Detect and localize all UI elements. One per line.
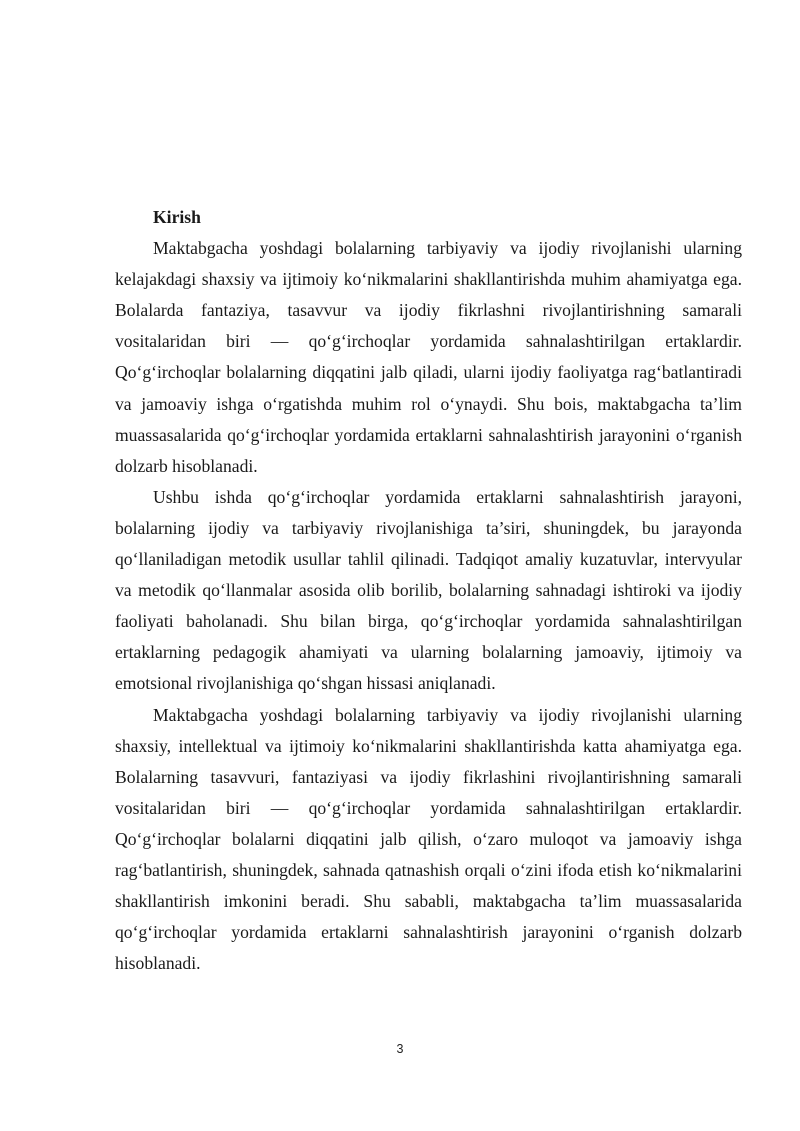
paragraph-3: Maktabgacha yoshdagi bolalarning tarbiyaviy va ijodiy rivojlanishi ularning shaxsiy, intellektual va ijtimoiy ko‘nikmalarini shakllantirishda katta ahamiyatga ega. Bolalarning tasavvuri, fantaziyasi va ijodiy fikrlashini rivojlantirishning samarali vositalaridan biri — qo‘g‘irchoqlar yordamida sahnalashtirilgan ertaklardir. Qo‘g‘irchoqlar bolalarni diqqatini jalb qilish, o‘zaro muloqot va jamoaviy ishga rag‘batlantirish, shuningdek, sahnada qatnashish orqali o‘zini ifoda etish ko‘nikmalarini shakllantirish imkonini beradi. Shu sababli, maktabgacha ta’lim muassasalarida qo‘g‘irchoqlar yordamida ertaklarni sahnalashtirish jarayonini o‘rganish dolzarb hisoblanadi. bbox=[115, 704, 742, 974]
paragraph-1: Maktabgacha yoshdagi bolalarning tarbiyaviy va ijodiy rivojlanishi ularning kelajakdagi shaxsiy va ijtimoiy ko‘nikmalarini shakllantirishda muhim ahamiyatga ega. Bolalarda fantaziya, tasavvur va ijodiy fikrlashni rivojlantirishning samarali vositalaridan biri — qo‘g‘irchoqlar yordamida sahnalashtirilgan ertaklardir. Qo‘g‘irchoqlar bolalarning diqqatini jalb qiladi, ularni ijodiy faoliyatga rag‘batlantiradi va jamoaviy ishga o‘rgatishda muhim rol o‘ynaydi. Shu bois, maktabgacha ta’lim muassasalarida qo‘g‘irchoqlar yordamida ertaklarni sahnalashtirish jarayonini o‘rganish dolzarb hisoblanadi. bbox=[115, 238, 742, 476]
page-number: 3 bbox=[396, 1042, 404, 1056]
section-heading: Kirish bbox=[153, 207, 201, 227]
document-body bbox=[115, 202, 742, 979]
paragraph-2: Ushbu ishda qo‘g‘irchoqlar yordamida ertaklarni sahnalashtirish jarayoni, bolalarning ijodiy va tarbiyaviy rivojlanishiga ta’siri, shuningdek, bu jarayonda qo‘llaniladigan metodik usullar tahlil qilinadi. Tadqiqot amaliy kuzatuvlar, intervyular va metodik qo‘llanmalar asosida olib borilib, bolalarning sahnadagi ishtiroki va ijodiy faoliyati baholanadi. Shu bilan birga, qo‘g‘irchoqlar yordamida sahnalashtirilgan ertaklarning pedagogik ahamiyati va ularning bolalarning jamoaviy, ijtimoiy va emotsional rivojlanishiga qo‘shgan hissasi aniqlanadi. bbox=[115, 486, 742, 694]
